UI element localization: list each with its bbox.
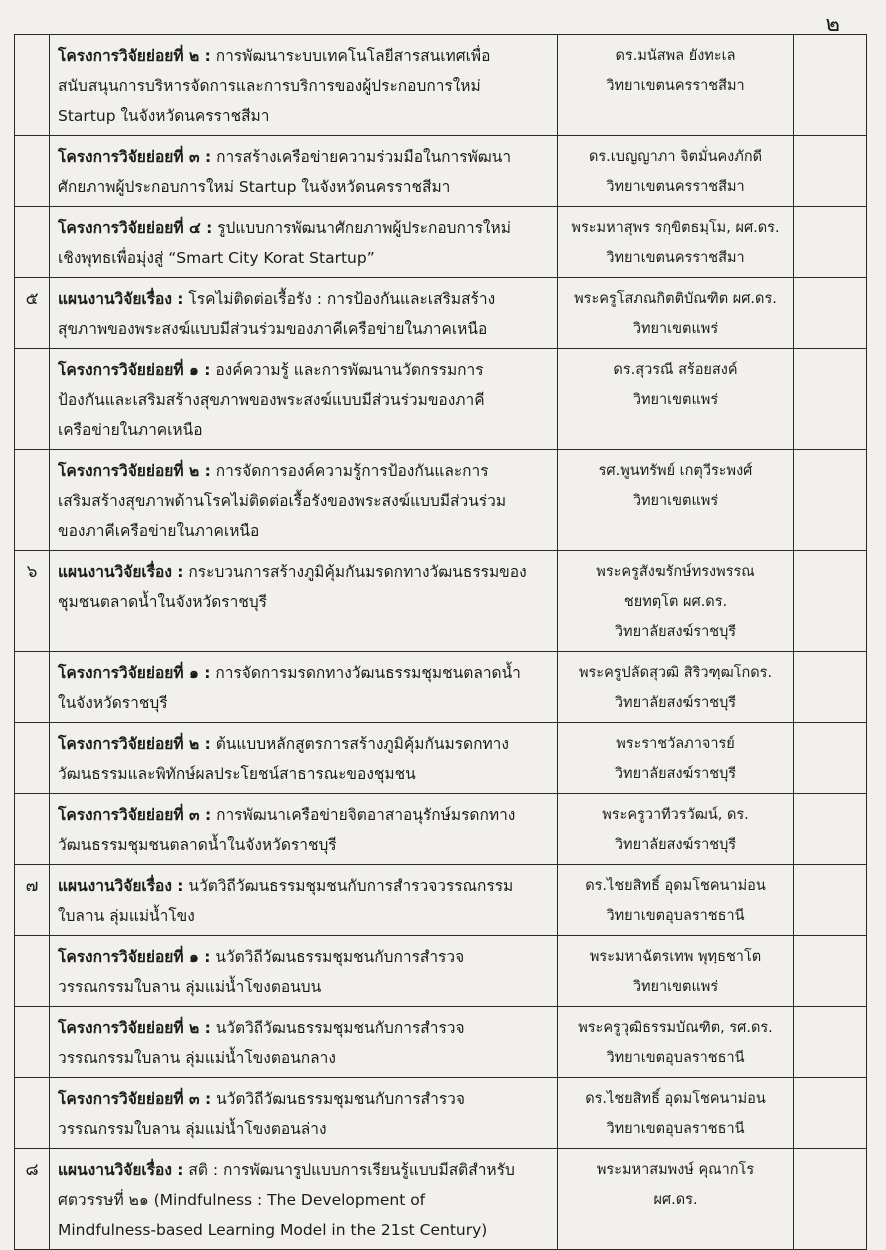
- project-title-cell: [50, 1149, 558, 1250]
- title-line: โครงการวิจัยย่อยที่ ๑ : การจัดการมรดกทางวัฒนธรรมชุมชนตลาดน้ำ: [58, 664, 521, 682]
- researcher-cell: [558, 136, 794, 207]
- blank-cell: [794, 1149, 867, 1250]
- title-line: สุขภาพของพระสงฆ์แบบมีส่วนร่วมของภาคีเครือข่ายในภาคเหนือ: [58, 320, 488, 338]
- researcher-cell: [558, 865, 794, 936]
- page-number: ๒: [825, 12, 840, 37]
- row-number-cell: ๕: [15, 278, 50, 349]
- project-type-label: แผนงานวิจัยเรื่อง :: [58, 290, 184, 308]
- project-type-label: โครงการวิจัยย่อยที่ ๒ :: [58, 47, 211, 65]
- row-number-cell: [15, 794, 50, 865]
- project-type-label: โครงการวิจัยย่อยที่ ๒ :: [58, 735, 211, 753]
- project-type-label: แผนงานวิจัยเรื่อง :: [58, 877, 184, 895]
- researcher-line: วิทยาเขตนครราชสีมา: [606, 250, 745, 266]
- title-line: Mindfulness-based Learning Model in the 21st Century): [58, 1221, 488, 1239]
- project-title-cell: [50, 723, 558, 794]
- project-type-label: โครงการวิจัยย่อยที่ ๒ :: [58, 1019, 211, 1037]
- blank-cell: [794, 136, 867, 207]
- project-type-label: โครงการวิจัยย่อยที่ ๓ :: [58, 148, 212, 166]
- title-line: โครงการวิจัยย่อยที่ ๓ : นวัตวิถีวัฒนธรรมชุมชนกับการสำรวจ: [58, 1090, 465, 1108]
- project-type-label: แผนงานวิจัยเรื่อง :: [58, 563, 184, 581]
- project-title-cell: [50, 278, 558, 349]
- researcher-line: วิทยาเขตอุบลราชธานี: [606, 908, 745, 924]
- blank-cell: [794, 35, 867, 136]
- title-line: โครงการวิจัยย่อยที่ ๒ : การพัฒนาระบบเทคโนโลยีสารสนเทศเพื่อ: [58, 47, 491, 65]
- blank-cell: [794, 207, 867, 278]
- project-title-cell: [50, 450, 558, 551]
- researcher-cell: [558, 35, 794, 136]
- project-type-label: โครงการวิจัยย่อยที่ ๑ :: [58, 664, 211, 682]
- researcher-line: ดร.ไชยสิทธิ์ อุดมโชคนาม่อน: [585, 878, 766, 894]
- researcher-line: ผศ.ดร.: [653, 1192, 698, 1208]
- table-row: [15, 936, 867, 1007]
- project-type-label: โครงการวิจัยย่อยที่ ๔ :: [58, 219, 213, 237]
- project-title-cell: [50, 865, 558, 936]
- blank-cell: [794, 551, 867, 652]
- table-row: [15, 450, 867, 551]
- table-row: [15, 865, 867, 936]
- title-line: ของภาคีเครือข่ายในภาคเหนือ: [58, 522, 260, 540]
- title-line: เชิงพุทธเพื่อมุ่งสู่ “Smart City Korat Startup”: [58, 249, 375, 267]
- blank-cell: [794, 450, 867, 551]
- title-line: วรรณกรรมใบลาน ลุ่มแม่น้ำโขงตอนกลาง: [58, 1049, 336, 1067]
- project-title-cell: [50, 936, 558, 1007]
- project-title-cell: [50, 794, 558, 865]
- researcher-line: พระมหาฉัตรเทพ พุทฺธชาโต: [589, 949, 762, 965]
- researcher-line: พระครูปลัดสุวฒิ สิริวฑฺฒโกดร.: [578, 665, 773, 681]
- row-number-cell: ๗: [15, 865, 50, 936]
- row-number-cell: [15, 349, 50, 450]
- table-row: [15, 35, 867, 136]
- table-row: [15, 278, 867, 349]
- title-line: วัฒนธรรมชุมชนตลาดน้ำในจังหวัดราชบุรี: [58, 836, 337, 854]
- researcher-line: พระครูวาทีวรวัฒน์, ดร.: [602, 807, 749, 823]
- table-row: [15, 794, 867, 865]
- title-line: วัฒนธรรมและพิทักษ์ผลประโยชน์สาธารณะของชุมชน: [58, 765, 416, 783]
- title-line: ป้องกันและเสริมสร้างสุขภาพของพระสงฆ์แบบมีส่วนร่วมของภาคี: [58, 391, 485, 409]
- researcher-line: วิทยาเขตอุบลราชธานี: [606, 1121, 745, 1137]
- researcher-line: วิทยาเขตแพร่: [632, 392, 719, 408]
- row-number-cell: [15, 207, 50, 278]
- row-number-cell: [15, 35, 50, 136]
- researcher-cell: [558, 278, 794, 349]
- researcher-cell: [558, 207, 794, 278]
- researcher-line: พระครูวุฒิธรรมบัณฑิต, รศ.ดร.: [578, 1020, 773, 1036]
- table-row: [15, 136, 867, 207]
- researcher-line: วิทยาเขตนครราชสีมา: [606, 179, 745, 195]
- researcher-line: พระครูโสภณกิตติบัณฑิต ผศ.ดร.: [574, 291, 777, 307]
- project-type-label: แผนงานวิจัยเรื่อง :: [58, 1161, 184, 1179]
- researcher-line: พระครูสังฆรักษ์ทรงพรรณ: [596, 564, 755, 580]
- researcher-line: วิทยาเขตอุบลราชธานี: [606, 1050, 745, 1066]
- row-number-cell: [15, 1007, 50, 1078]
- project-title-cell: [50, 349, 558, 450]
- title-line: วรรณกรรมใบลาน ลุ่มแม่น้ำโขงตอนล่าง: [58, 1120, 327, 1138]
- blank-cell: [794, 1007, 867, 1078]
- row-number-cell: [15, 936, 50, 1007]
- blank-cell: [794, 278, 867, 349]
- researcher-line: วิทยาลัยสงฆ์ราชบุรี: [614, 837, 737, 853]
- blank-cell: [794, 794, 867, 865]
- row-number-cell: ๖: [15, 551, 50, 652]
- project-type-label: โครงการวิจัยย่อยที่ ๑ :: [58, 948, 211, 966]
- title-line: โครงการวิจัยย่อยที่ ๓ : การสร้างเครือข่ายความร่วมมือในการพัฒนา: [58, 148, 512, 166]
- title-line: ใบลาน ลุ่มแม่น้ำโขง: [58, 907, 195, 925]
- researcher-line: วิทยาเขตแพร่: [632, 321, 719, 337]
- title-line: ชุมชนตลาดน้ำในจังหวัดราชบุรี: [58, 593, 268, 611]
- project-type-label: โครงการวิจัยย่อยที่ ๓ :: [58, 806, 212, 824]
- table-row: [15, 349, 867, 450]
- table-row: [15, 652, 867, 723]
- title-line: ในจังหวัดราชบุรี: [58, 694, 168, 712]
- title-line: เครือข่ายในภาคเหนือ: [58, 421, 203, 439]
- title-line: วรรณกรรมใบลาน ลุ่มแม่น้ำโขงตอนบน: [58, 978, 322, 996]
- table-row: [15, 551, 867, 652]
- title-line: แผนงานวิจัยเรื่อง : โรคไม่ติดต่อเรื้อรัง : การป้องกันและเสริมสร้าง: [58, 290, 496, 308]
- researcher-line: พระราชวัลภาจารย์: [616, 736, 735, 752]
- researcher-line: วิทยาลัยสงฆ์ราชบุรี: [614, 695, 737, 711]
- researcher-cell: [558, 794, 794, 865]
- title-line: โครงการวิจัยย่อยที่ ๒ : นวัตวิถีวัฒนธรรมชุมชนกับการสำรวจ: [58, 1019, 465, 1037]
- researcher-line: วิทยาเขตนครราชสีมา: [606, 78, 745, 94]
- project-title-cell: [50, 1078, 558, 1149]
- project-title-cell: [50, 35, 558, 136]
- title-line: โครงการวิจัยย่อยที่ ๓ : การพัฒนาเครือข่ายจิตอาสาอนุรักษ์มรดกทาง: [58, 806, 516, 824]
- researcher-cell: [558, 1078, 794, 1149]
- project-type-label: โครงการวิจัยย่อยที่ ๓ :: [58, 1090, 212, 1108]
- table-row: [15, 1149, 867, 1250]
- table-row: [15, 1078, 867, 1149]
- row-number-cell: [15, 136, 50, 207]
- row-number-cell: [15, 1078, 50, 1149]
- project-title-cell: [50, 207, 558, 278]
- researcher-line: ดร.มนัสพล ยังทะเล: [615, 48, 736, 64]
- researcher-cell: [558, 349, 794, 450]
- blank-cell: [794, 652, 867, 723]
- title-line: เสริมสร้างสุขภาพด้านโรคไม่ติดต่อเรื้อรังของพระสงฆ์แบบมีส่วนร่วม: [58, 492, 507, 510]
- project-title-cell: [50, 136, 558, 207]
- project-title-cell: [50, 551, 558, 652]
- table-row: [15, 207, 867, 278]
- title-line: ศตวรรษที่ ๒๑ (Mindfulness : The Development of: [58, 1191, 426, 1209]
- title-line: โครงการวิจัยย่อยที่ ๑ : นวัตวิถีวัฒนธรรมชุมชนกับการสำรวจ: [58, 948, 465, 966]
- researcher-line: วิทยาลัยสงฆ์ราชบุรี: [614, 766, 737, 782]
- research-table: [14, 34, 867, 1250]
- title-line: แผนงานวิจัยเรื่อง : สติ : การพัฒนารูปแบบการเรียนรู้แบบมีสติสำหรับ: [58, 1161, 515, 1179]
- researcher-cell: [558, 1007, 794, 1078]
- researcher-cell: [558, 936, 794, 1007]
- research-table-body: [15, 35, 867, 1250]
- title-line: ศักยภาพผู้ประกอบการใหม่ Startup ในจังหวัดนครราชสีมา: [58, 178, 451, 196]
- title-line: แผนงานวิจัยเรื่อง : กระบวนการสร้างภูมิคุ้มกันมรดกทางวัฒนธรรมของ: [58, 563, 527, 581]
- blank-cell: [794, 865, 867, 936]
- blank-cell: [794, 723, 867, 794]
- researcher-line: พระมหาสุพร รกฺขิตธมฺโม, ผศ.ดร.: [571, 220, 780, 236]
- blank-cell: [794, 349, 867, 450]
- row-number-cell: ๘: [15, 1149, 50, 1250]
- researcher-cell: [558, 1149, 794, 1250]
- project-title-cell: [50, 1007, 558, 1078]
- row-number-cell: [15, 450, 50, 551]
- researcher-line: ดร.ไชยสิทธิ์ อุดมโชคนาม่อน: [585, 1091, 766, 1107]
- title-line: โครงการวิจัยย่อยที่ ๑ : องค์ความรู้ และการพัฒนานวัตกรรมการ: [58, 361, 484, 379]
- researcher-cell: [558, 551, 794, 652]
- researcher-line: ดร.สุวรณี สร้อยสงค์: [613, 362, 738, 378]
- table-row: [15, 1007, 867, 1078]
- researcher-line: วิทยาเขตแพร่: [632, 979, 719, 995]
- researcher-line: วิทยาเขตแพร่: [632, 493, 719, 509]
- researcher-line: ชยทตฺโต ผศ.ดร.: [623, 594, 728, 610]
- blank-cell: [794, 936, 867, 1007]
- project-type-label: โครงการวิจัยย่อยที่ ๒ :: [58, 462, 211, 480]
- researcher-cell: [558, 652, 794, 723]
- blank-cell: [794, 1078, 867, 1149]
- researcher-cell: [558, 723, 794, 794]
- row-number-cell: [15, 723, 50, 794]
- title-line: โครงการวิจัยย่อยที่ ๒ : การจัดการองค์ความรู้การป้องกันและการ: [58, 462, 489, 480]
- researcher-line: วิทยาลัยสงฆ์ราชบุรี: [614, 624, 737, 640]
- title-line: โครงการวิจัยย่อยที่ ๒ : ต้นแบบหลักสูตรการสร้างภูมิคุ้มกันมรดกทาง: [58, 735, 509, 753]
- researcher-cell: [558, 450, 794, 551]
- researcher-line: พระมหาสมพงษ์ คุณากโร: [596, 1162, 755, 1178]
- researcher-line: รศ.พูนทรัพย์ เกตุวีระพงศ์: [598, 463, 753, 479]
- table-row: [15, 723, 867, 794]
- title-line: แผนงานวิจัยเรื่อง : นวัตวิถีวัฒนธรรมชุมชนกับการสำรวจวรรณกรรม: [58, 877, 514, 895]
- project-title-cell: [50, 652, 558, 723]
- row-number-cell: [15, 652, 50, 723]
- title-line: โครงการวิจัยย่อยที่ ๔ : รูปแบบการพัฒนาศักยภาพผู้ประกอบการใหม่: [58, 219, 511, 237]
- researcher-line: ดร.เบญญาภา จิตมั่นคงภักดี: [588, 149, 763, 165]
- project-type-label: โครงการวิจัยย่อยที่ ๑ :: [58, 361, 211, 379]
- title-line: สนับสนุนการบริหารจัดการและการบริการของผู้ประกอบการใหม่: [58, 77, 481, 95]
- title-line: Startup ในจังหวัดนครราชสีมา: [58, 107, 270, 125]
